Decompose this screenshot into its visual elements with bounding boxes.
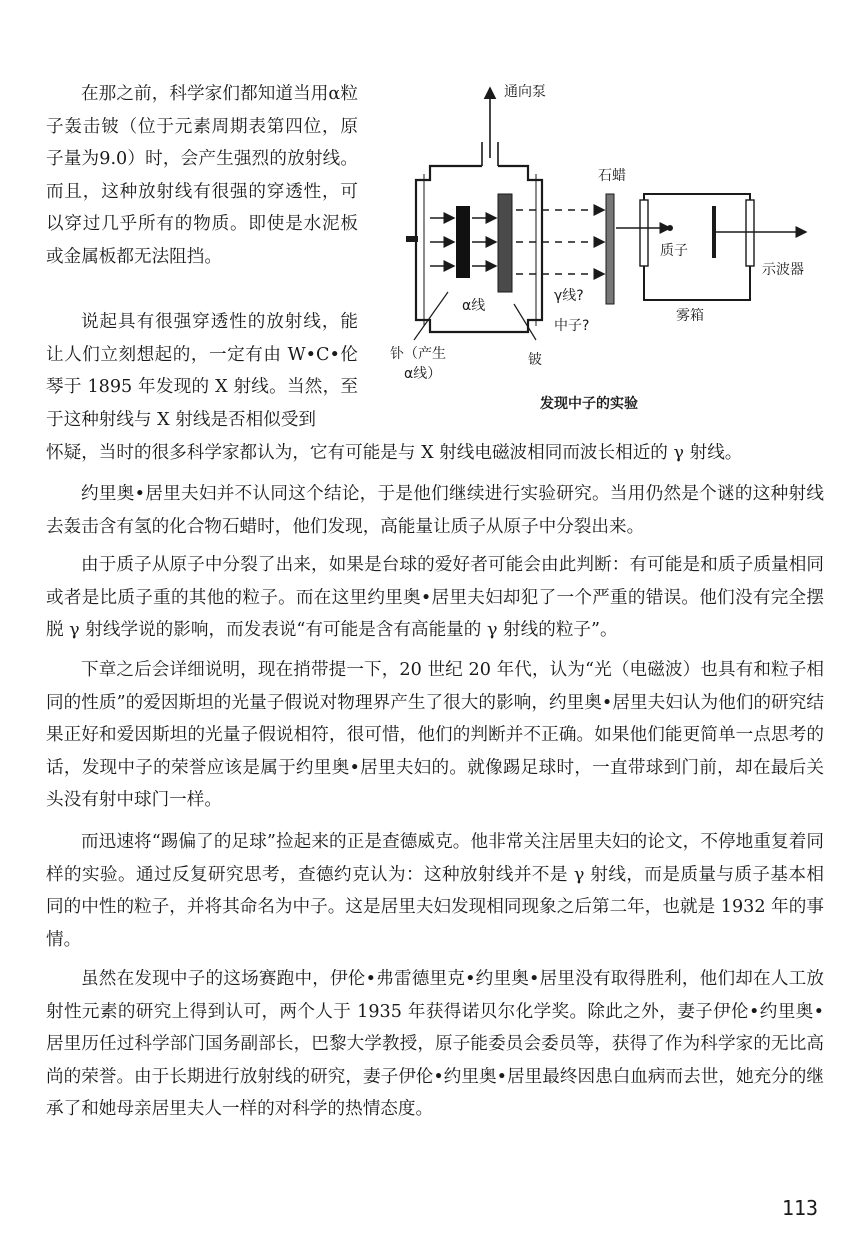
chamber-port [406, 236, 418, 242]
label-polonium: 钋（产生 [390, 346, 446, 362]
label-polonium-2: α线） [404, 366, 442, 382]
figure-caption: 发现中子的实验 [540, 396, 638, 412]
proton-dot [667, 225, 673, 231]
paraffin-plate [606, 194, 614, 304]
beryllium-target [498, 194, 512, 292]
paragraph-1: 在那之前，科学家们都知道当用α粒子轰击铍（位于元素周期表第四位，原子量为9.0）时，会产生强烈的放射线。而且，这种放射线有很强的穿透性，可以穿过几乎所有的物质。即使是水泥板或金属板都无法阻挡。 [46, 84, 358, 267]
label-paraffin: 石蜡 [598, 168, 626, 184]
cloud-chamber-wall [746, 200, 754, 266]
pointer-beryllium [514, 304, 536, 340]
paragraph-2: 说起具有很强穿透性的放射线，能让人们立刻想起的，一定有由 W•C•伦琴于 1895 年发现的 X 射线。当然，至于这种射线与 X 射线是否相似受到 [46, 312, 358, 430]
label-beryllium: 铍 [528, 352, 542, 368]
label-cloud-chamber: 雾箱 [676, 308, 704, 324]
label-oscilloscope: 示波器 [762, 262, 804, 278]
cloud-chamber-window [640, 200, 648, 266]
polonium-source [456, 206, 470, 278]
page-number: 113 [781, 1196, 818, 1220]
paragraph-7: 而迅速将“踢偏了的足球”捡起来的正是查德威克。他非常关注居里夫妇的论文，不停地重复着同样的实验。通过反复研究思考，查德约克认为：这种放射线并不是 γ 射线，而是质量与质子基本相同的中性的粒子，并将其命名为中子。这是居里夫妇发现相同现象之后第二年，也就是 1932 年的事情。 [46, 832, 824, 950]
paragraph-4: 约里奥•居里夫妇并不认同这个结论，于是他们继续进行实验研究。当用仍然是个谜的这种射线去轰击含有氢的化合物石蜡时，他们发现，高能量让质子从原子中分裂出来。 [46, 484, 824, 537]
label-gamma: γ线? [554, 288, 584, 304]
label-proton: 质子 [660, 243, 688, 259]
paragraph-6: 下章之后会详细说明，现在捎带提一下，20 世纪 20 年代，认为“光（电磁波）也具有和粒子相同的性质”的爱因斯坦的光量子假说对物理界产生了很大的影响，约里奥•居里夫妇认为他们的研究结果正好和爱因斯坦的光量子假说相符，很可惜，他们的判断并不正确。如果他们能更简单一点思考的话，发现中子的荣誉应该是属于约里奥•居里夫妇的。就像踢足球时，一直带球到门前，却在最后关头没有射中球门一样。 [46, 660, 824, 811]
label-alpha: α线 [462, 298, 486, 314]
label-neutron: 中子? [554, 318, 590, 334]
paragraph-3: 怀疑，当时的很多科学家都认为，它有可能是与 X 射线电磁波相同而波长相近的 γ 射线。 [46, 443, 743, 463]
paragraph-8: 虽然在发现中子的这场赛跑中，伊伦•弗雷德里克•约里奥•居里没有取得胜利，他们却在人工放射性元素的研究上得到认可，两个人于 1935 年获得诺贝尔化学奖。除此之外，妻子伊伦•约里奥•居里历任过科学部门国务副部长，巴黎大学教授，原子能委员会委员等，获得了作为科学家的无比高尚的荣誉。由于长期进行放射线的研究，妻子伊伦•约里奥•居里最终因患白血病而去世，她充分的继承了和她母亲居里夫人一样的对科学的热情态度。 [46, 969, 824, 1120]
label-pump: 通向泵 [504, 84, 546, 100]
neutron-discovery-diagram [378, 70, 818, 420]
paragraph-5: 由于质子从原子中分裂了出来，如果是台球的爱好者可能会由此判断：有可能是和质子质量相同或者是比质子重的其他的粒子。而在这里约里奥•居里夫妇却犯了一个严重的错误。他们没有完全摆脱 γ 射线学说的影响，而发表说“有可能是含有高能量的 γ 射线的粒子”。 [46, 555, 824, 641]
